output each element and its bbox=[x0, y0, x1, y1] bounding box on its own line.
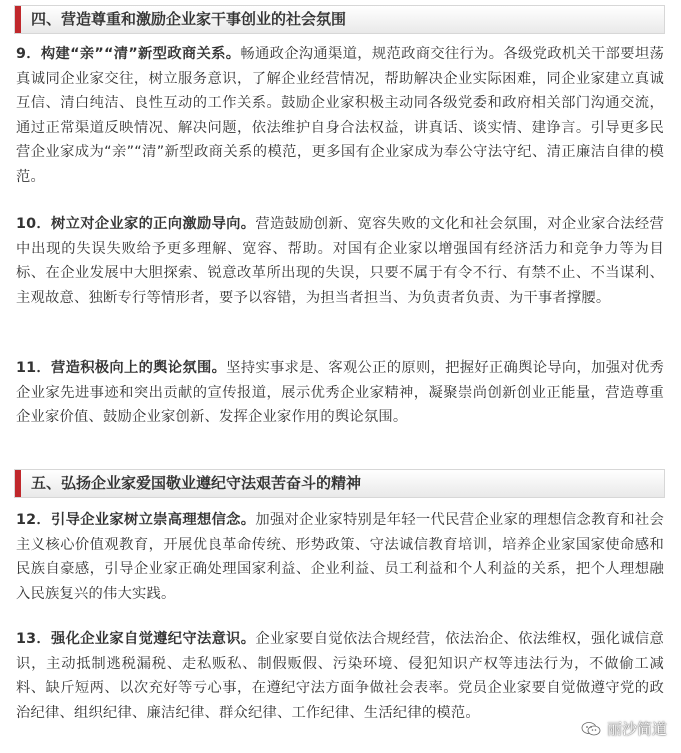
item-lead: 11．营造积极向上的舆论氛围。 bbox=[16, 360, 227, 376]
section-title: 四、营造尊重和激励企业家干事创业的社会氛围 bbox=[31, 10, 347, 28]
section-heading-4 bbox=[14, 5, 665, 34]
paragraph-item-12 bbox=[16, 508, 664, 606]
watermark bbox=[581, 718, 667, 739]
item-lead: 13．强化企业家自觉遵纪守法意识。 bbox=[16, 631, 256, 647]
item-lead: 9．构建“亲”“清”新型政商关系。 bbox=[16, 46, 241, 62]
item-body: 畅通政企沟通渠道，规范政商交往行为。各级党政机关干部要坦荡真诚同企业家交往，树立服务意识，了解企业经营情况，帮助解决企业实际困难，同企业家建立真诚互信、清白纯洁、良性互动的工作关系。鼓励企业家积极主动同各级党委和政府相关部门沟通交流，通过正常渠道反映情况、解决问题，依法维护自身合法权益，讲真话、谈实情、建诤言。引导更多民营企业家成为“亲”“清”新型政商关系的模范，更多国有企业家成为奉公守法守纪、清正廉洁自律的模范。 bbox=[16, 46, 665, 185]
paragraph-item-10 bbox=[16, 212, 664, 310]
item-body: 坚持实事求是、客观公正的原则，把握好正确舆论导向，加强对优秀企业家先进事迹和突出贡献的宣传报道，展示优秀企业家精神，凝聚崇尚创新创业正能量，营造尊重企业家价值、鼓励企业家创新、发挥企业家作用的舆论氛围。 bbox=[16, 360, 664, 425]
item-body: 营造鼓励创新、宽容失败的文化和社会氛围，对企业家合法经营中出现的失误失败给予更多理解、宽容、帮助。对国有企业家以增强国有经济活力和竞争力等为目标、在企业发展中大胆探索、锐意改革所出现的失误，只要不属于有令不行、有禁不止、不当谋利、主观故意、独断专行等情形者，要予以容错，为担当者担当、为负责者负责、为干事者撑腰。 bbox=[16, 216, 664, 306]
paragraph-item-11 bbox=[16, 356, 664, 430]
paragraph-item-13 bbox=[16, 627, 664, 725]
item-lead: 10．树立对企业家的正向激励导向。 bbox=[16, 216, 256, 232]
section-accent-bar bbox=[15, 6, 21, 33]
watermark-text: 丽沙简道 bbox=[606, 720, 667, 738]
wechat-icon bbox=[581, 721, 601, 737]
item-lead: 12．引导企业家树立崇高理想信念。 bbox=[16, 512, 256, 528]
item-body: 加强对企业家特别是年轻一代民营企业家的理想信念教育和社会主义核心价值观教育，开展优良革命传统、形势政策、守法诚信教育培训，培养企业家国家使命感和民族自豪感，引导企业家正确处理国家利益、企业利益、员工利益和个人利益的关系，把个人理想融入民族复兴的伟大实践。 bbox=[16, 512, 664, 602]
item-body: 企业家要自觉依法合规经营，依法治企、依法维权，强化诚信意识，主动抵制逃税漏税、走私贩私、制假贩假、污染环境、侵犯知识产权等违法行为，不做偷工减料、缺斤短两、以次充好等亏心事，在遵纪守法方面争做社会表率。党员企业家要自觉做遵守党的政治纪律、组织纪律、廉洁纪律、群众纪律、工作纪律、生活纪律的模范。 bbox=[16, 631, 664, 721]
section-heading-5 bbox=[14, 469, 665, 498]
section-title: 五、弘扬企业家爱国敬业遵纪守法艰苦奋斗的精神 bbox=[31, 474, 362, 492]
section-accent-bar bbox=[15, 470, 21, 497]
paragraph-item-9 bbox=[16, 42, 664, 189]
